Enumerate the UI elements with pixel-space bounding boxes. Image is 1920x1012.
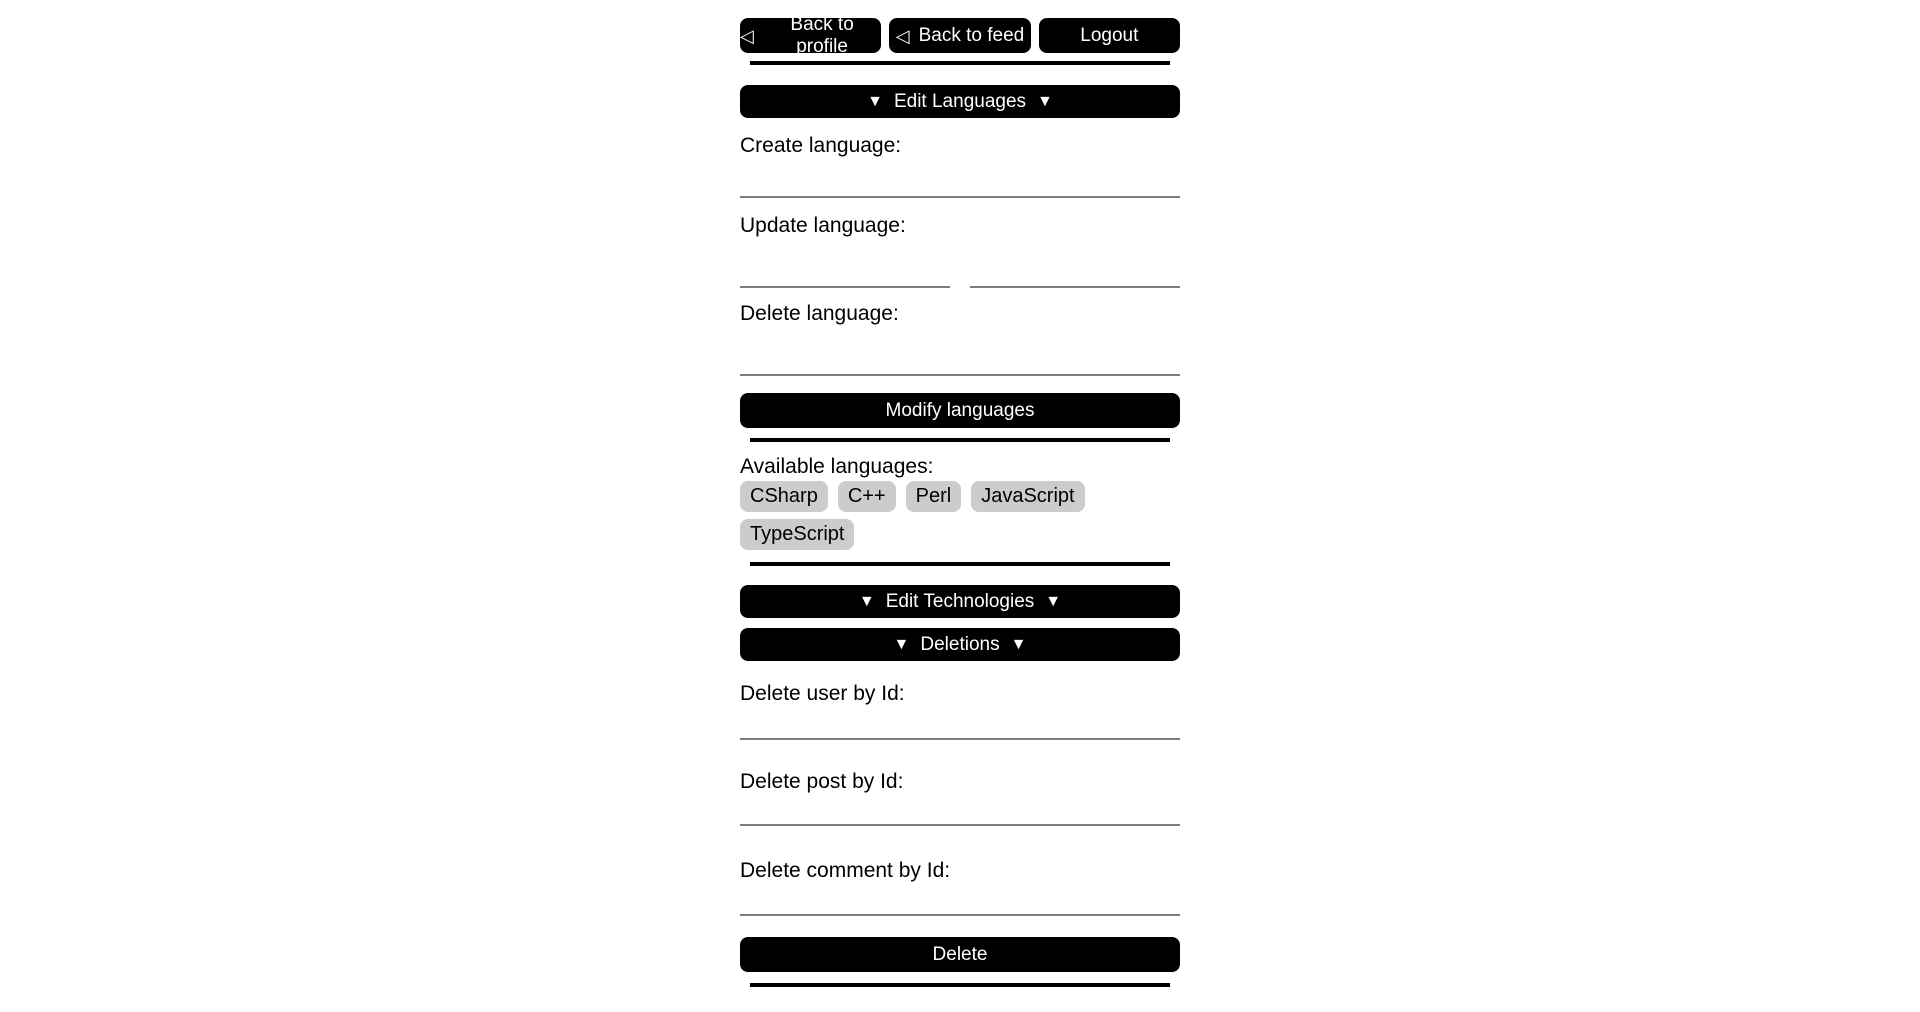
delete-comment-id-input[interactable] [740, 883, 1180, 916]
language-chip-list [740, 481, 1180, 550]
back-icon: ◁ [895, 25, 910, 46]
chevron-down-icon: ▼ [1010, 635, 1027, 653]
top-divider [750, 61, 1170, 65]
edit-languages-header-label: Edit Languages [893, 90, 1027, 112]
language-chip-perl[interactable]: Perl [906, 481, 962, 512]
delete-language-input[interactable] [740, 326, 1180, 376]
delete-user-label: Delete user by Id: [740, 682, 905, 705]
language-chip-cpp[interactable]: C++ [838, 481, 896, 512]
modify-languages-button[interactable]: Modify languages [740, 393, 1180, 428]
back-to-feed-label: Back to feed [918, 24, 1025, 46]
back-icon: ◁ [740, 25, 754, 46]
admin-panel [740, 0, 1180, 987]
update-language-name-input[interactable] [970, 238, 1180, 288]
edit-languages-toggle[interactable] [740, 85, 1180, 118]
language-chip-typescript[interactable]: TypeScript [740, 519, 854, 550]
delete-post-label: Delete post by Id: [740, 770, 904, 793]
create-language-input[interactable] [740, 158, 1180, 198]
logout-label: Logout [1080, 24, 1139, 46]
back-to-profile-button[interactable] [740, 13, 881, 57]
update-language-label: Update language: [740, 214, 906, 237]
divider [750, 562, 1170, 566]
delete-button[interactable]: Delete [740, 937, 1180, 972]
bottom-divider [750, 983, 1170, 987]
language-chip-javascript[interactable]: JavaScript [971, 481, 1084, 512]
chevron-down-icon: ▼ [858, 592, 875, 610]
chevron-down-icon: ▼ [1037, 92, 1053, 110]
language-chip-csharp[interactable]: CSharp [740, 481, 828, 512]
delete-post-id-input[interactable] [740, 794, 1180, 826]
create-language-label: Create language: [740, 134, 902, 157]
chevron-down-icon: ▼ [867, 92, 883, 110]
delete-comment-label: Delete comment by Id: [740, 859, 951, 882]
edit-technologies-header-label: Edit Technologies [885, 590, 1035, 612]
back-to-feed-button[interactable] [889, 18, 1030, 53]
divider [750, 438, 1170, 442]
delete-user-id-input[interactable] [740, 706, 1180, 740]
edit-technologies-toggle[interactable] [740, 585, 1180, 618]
deletions-header-label: Deletions [920, 633, 1000, 655]
available-languages-label: Available languages: [740, 455, 934, 478]
logout-button[interactable] [1039, 18, 1180, 53]
top-button-row [740, 13, 1180, 57]
back-to-profile-label: Back to profile [790, 13, 854, 57]
chevron-down-icon: ▼ [893, 635, 910, 653]
deletions-toggle[interactable] [740, 628, 1180, 661]
update-language-inputs [740, 238, 1180, 288]
delete-language-label: Delete language: [740, 302, 899, 325]
chevron-down-icon: ▼ [1045, 592, 1062, 610]
update-language-id-input[interactable] [740, 238, 950, 288]
